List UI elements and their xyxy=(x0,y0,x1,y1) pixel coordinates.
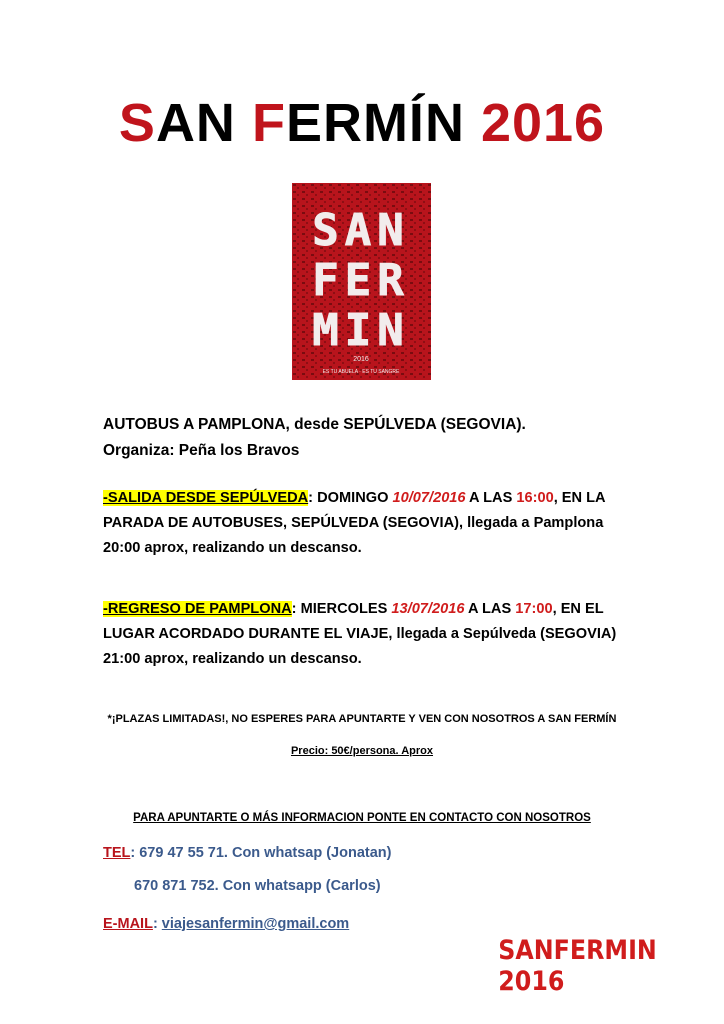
regreso-line2: LUGAR ACORDADO DURANTE EL VIAJE, llegada a Sepúlveda (SEGOVIA) xyxy=(103,626,617,642)
tel1-number[interactable]: : 679 47 55 71. Con whatsap (Jonatan) xyxy=(130,845,392,861)
salida-colon: : xyxy=(308,490,314,506)
email-label: E-MAIL xyxy=(103,916,153,932)
intro-line2: Organiza: Peña los Bravos xyxy=(103,442,300,459)
salida-text2: A LAS xyxy=(465,490,517,506)
salida-text1: DOMINGO xyxy=(313,490,393,506)
sanfermin-logo: SANFERMIN 2016 xyxy=(498,935,657,997)
salida-text3: , EN LA xyxy=(553,490,606,506)
salida-time: 16:00 xyxy=(516,490,554,506)
salida-line2: PARADA DE AUTOBUSES, SEPÚLVEDA (SEGOVIA), llegada a Pamplona xyxy=(103,515,604,531)
regreso-date: 13/07/2016 xyxy=(391,601,465,617)
page-title xyxy=(0,93,724,153)
poster-line2: FER xyxy=(312,255,410,306)
salida-label: -SALIDA DESDE SEPÚLVEDA xyxy=(103,490,309,506)
regreso-text1: MIERCOLES xyxy=(296,601,392,617)
tel2-number[interactable]: 670 871 752. Con whatsapp (Carlos) xyxy=(134,878,381,894)
poster-line3: MIN xyxy=(312,305,410,356)
title-s: S xyxy=(118,93,156,153)
intro-line1: AUTOBUS A PAMPLONA, desde SEPÚLVEDA (SEGOVIA). xyxy=(103,416,526,433)
tel-line1 xyxy=(103,845,391,861)
salida-line3: 20:00 aprox, realizando un descanso. xyxy=(103,540,362,556)
tel-label: TEL xyxy=(103,845,131,861)
intro xyxy=(103,412,526,464)
regreso-line3: 21:00 aprox, realizando un descanso. xyxy=(103,651,362,667)
salida-date: 10/07/2016 xyxy=(392,490,466,506)
regreso-time: 17:00 xyxy=(515,601,553,617)
email-link[interactable]: viajesanfermin@gmail.com xyxy=(161,916,350,932)
plazas-note: *¡PLAZAS LIMITADAS!, NO ESPERES PARA APUNTARTE Y VEN CON NOSOTROS A SAN FERMÍN xyxy=(107,713,617,725)
title-an: AN xyxy=(155,93,252,153)
poster-year: 2016 xyxy=(353,356,369,363)
regreso-label: -REGRESO DE PAMPLONA xyxy=(103,601,292,617)
poster-caption: ES TU ABUELA · ES TU SANGRE xyxy=(322,369,400,375)
regreso-colon: : xyxy=(291,601,297,617)
contact-heading: PARA APUNTARTE O MÁS INFORMACION PONTE EN CONTACTO CON NOSOTROS xyxy=(133,812,591,824)
regreso-section xyxy=(103,597,616,672)
title-f: F xyxy=(251,93,286,153)
email-line xyxy=(103,916,349,932)
poster-line1: SAN xyxy=(312,205,410,256)
poster-image xyxy=(292,183,431,380)
regreso-text2: A LAS xyxy=(464,601,516,617)
title-year: 2016 xyxy=(480,93,606,153)
price-text: Precio: 50€/persona. Aprox xyxy=(290,745,434,757)
title-ermin: ERMÍN xyxy=(285,93,481,153)
email-sep: : xyxy=(152,916,162,932)
salida-section xyxy=(103,486,606,561)
regreso-text3: , EN EL xyxy=(552,601,604,617)
